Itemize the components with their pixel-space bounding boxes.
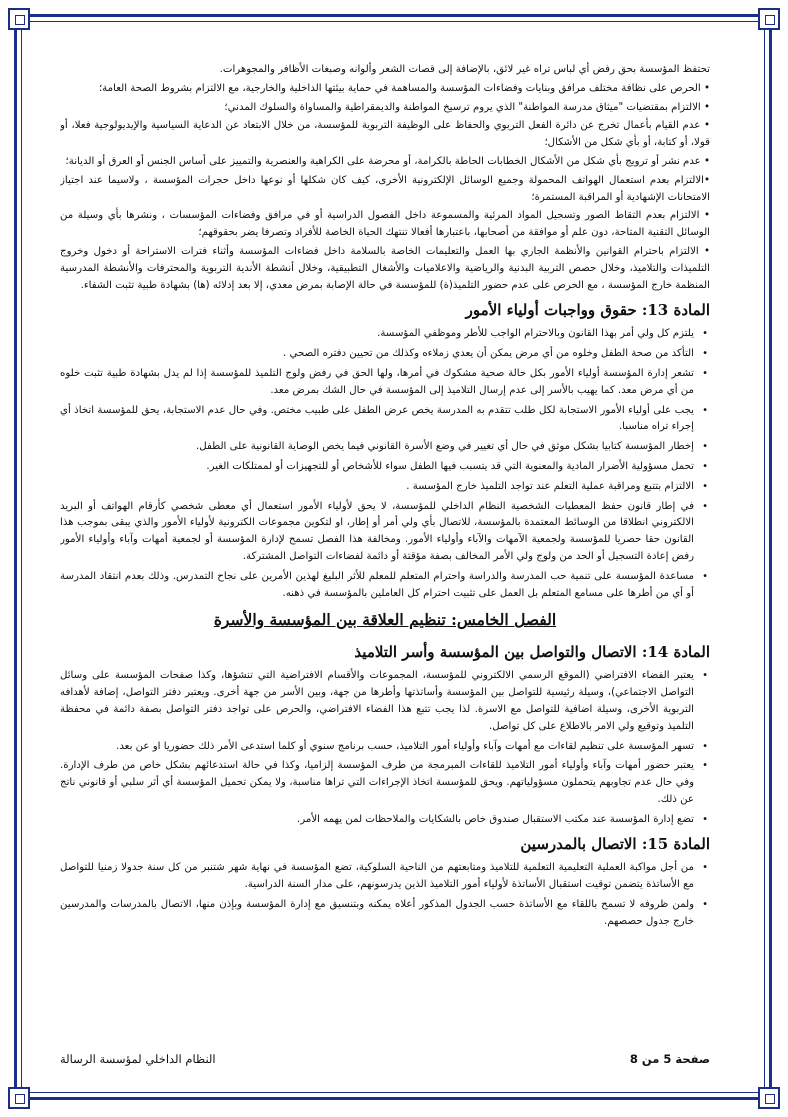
list-item: • يلتزم كل ولي أمر بهذا القانون وبالاحترام الواجب للأطر وموظفي المؤسسة. xyxy=(60,326,698,343)
intro-paragraph: • الالتزام بعدم التقاط الصور وتسجيل المواد المرئية والمسموعة داخل الفصول الدراسية أو في مرافق وفضاءات المؤسسات ، ونشرها بأي وسيلة من الوسائل التقنية المتاحة، دون علم أو موافقة من أصحابها، باعتبارها أفعالا تنتهك الحياة الخاصة للأفراد وتصرفا يضر بحقوقهم؛ xyxy=(60,210,710,239)
list-item: • تحمل مسؤولية الأضرار المادية والمعنوية التي قد يتسبب فيها الطفل سواء للأشخاص أو للتجهيزات أو لممتلكات الغير. xyxy=(60,459,698,476)
list-item: • التأكد من صحة الطفل وخلوه من أي مرض يمكن أن يعدي زملاءه وكذلك من تحيين دفتره الصحي . xyxy=(60,346,698,363)
corner-ornament xyxy=(758,1087,780,1109)
document-name: النظام الداخلي لمؤسسة الرسالة xyxy=(60,1052,216,1066)
list-item: • يجب على أولياء الأمور الاستجابة لكل طلب تتقدم به المدرسة يخص عرض الطفل على طبيب مختص. وفي حال عدم الاستجابة، يحق للمؤسسة اتخاذ أي إجراء تراه مناسبا. xyxy=(60,403,698,437)
intro-paragraph: • الالتزام باحترام القوانين والأنظمة الجاري بها العمل والتعليمات الخاصة بالسلامة داخل فضاءات المؤسسة وأثناء فترات الاستراحة أو دخول وخروج التلميذات والتلاميذ، وخلال حصص التربية البدنية والرياضية والاعلاميات والأشغال التطبيقية، وخلال أنشطة الأندية التربوية والمحترفات والأنشطة المدرسية المنظمة خارج المؤسسة ، مع الحرص على عدم حضور التلميذ(ة) للمؤسسة في حالة الإصابة بمرض معدي، إلا بعد إدلائه (ها) بشهادة طبية تثبت الشفاء. xyxy=(60,245,710,291)
page-footer xyxy=(60,1050,710,1068)
list-item: • تسهر المؤسسة على تنظيم لقاءات مع أمهات وآباء وأولياء أمور التلاميذ، حسب برنامج سنوي أو كلما استدعى الأمر ذلك حضوريا او عن بعد. xyxy=(60,739,698,756)
article-15-list xyxy=(60,860,710,930)
list-item: • إخطار المؤسسة كتابيا بشكل موثق في حال أي تغيير في وضع الأسرة القانوني فيما يخص الوصاية القانونية على الطفل. xyxy=(60,439,698,456)
article-15-heading: المادة 15: الاتصال بالمدرسين xyxy=(520,835,710,854)
page-number: صفحة 5 من 8 xyxy=(629,1052,710,1066)
corner-ornament xyxy=(758,8,780,30)
list-item: • يعتبر الفضاء الافتراضي (الموقع الرسمي الالكتروني للمؤسسة، المجموعات والأقسام الافتراضية التي تنشؤها، وكذا صفحات المؤسسة على وسائل التواصل الاجتماعي)، وسيلة رئيسية للتواصل بين المؤسسة وأساتذتها وأطرها من جهة، وبين الأسر من جهة أخرى. ويعتبر دفتر التواصل، إضافة لأهدافه التربوية الأخرى، وسيلة اضافية للتواصل مع الاسرة. لذا يجب تتبع هذا الفضاء الافتراضي، والحرص على تواجد دفتر التواصل بصفة دائمة في محفظة التلميذ وتوقيع ولي الامر بالاطلاع على كل تواصل. xyxy=(60,668,698,735)
list-item: • الالتزام بتتبع ومراقبة عملية التعلم عند تواجد التلميذ خارج المؤسسة . xyxy=(60,479,698,496)
article-13-list xyxy=(60,326,710,602)
list-item: • في إطار قانون حفظ المعطيات الشخصية النظام الداخلي للمؤسسة، لا يحق لأولياء الأمور استعمال أي معطى شخصي كأرقام الهواتف أو البريد الالكتروني انطلاقا من الوسائط المعتمدة بالمؤسسة، للاتصال بأي ولي أمر أو إطار، او لتكوين مجموعات الكترونية لأولياء الأمور والذي يبقى بموجب هذا القانون حقا حصريا للمؤسسة ولجمعية الآمهات والآباء وأولياء الأمور. ومخالفة هذا الفصل تسمح لإدارة المؤسسة أو لجمعية أمهات وآباء وأولياء الأمور رفض إعادة التسجيل أو الحد من ولوج ولي الأمر المخالف بصفة مؤقتة أو دائمة لفضاءات التواصل المشتركة. xyxy=(60,499,698,566)
list-item: • من أجل مواكبة العملية التعليمية التعلمية للتلاميذ ومتابعتهم من الناحية السلوكية، تضع المؤسسة في نهاية شهر شتنبر من كل سنة جدولا زمنيا للتواصل مع الأساتذة يتضمن توقيت استقبال الأساتذة لأولياء أمور التلاميذ الذين يدرسونهم، على مدار السنة الدراسية. xyxy=(60,860,698,894)
list-item: • مساعدة المؤسسة على تنمية حب المدرسة والدراسة واحترام المتعلم للمعلم للأثر البليغ لهذين الأمرين على نجاح التمدرس. وذلك بعدم انتقاد المدرسة أو أي من أطرها على مسامع المتعلم بل العمل على تثبيت احترام كل العاملين بالمؤسسة في ذهنه. xyxy=(60,569,698,603)
chapter-5-heading: الفصل الخامس: تنظيم العلاقة بين المؤسسة والأسرة xyxy=(213,610,557,630)
intro-paragraph: •الالتزام بعدم استعمال الهواتف المحمولة وجميع الوسائل الإلكترونية الأخرى، كيف كان شكلها أو نوعها داخل حجرات المؤسسة ، ولاسيما عند اجتياز الامتحانات الإشهادية أو المراقبة المستمرة؛ xyxy=(60,174,710,203)
list-item: • تضع إدارة المؤسسة عند مكتب الاستقبال صندوق خاص بالشكايات والملاحظات لمن يهمه الأمر. xyxy=(60,812,698,829)
list-item: • ولمن ظروفه لا تسمح باللقاء مع الأساتذة حسب الجدول المذكور أعلاه يمكنه وبتنسيق مع إدارة المؤسسة وبإذن منها، الاتصال بالمدرسات والمدرسين خارج جدول حصصهم. xyxy=(60,897,698,931)
intro-paragraph: • عدم القيام بأعمال تخرج عن دائرة الفعل التربوي والحفاظ على الوظيفة التربوية للمؤسسة، من خلال الابتعاد عن الدعاية السياسية والإيديولوجية فعلا، أو قولا، أو كتابة، أو بأي شكل من الأشكال؛ xyxy=(60,120,710,149)
intro-paragraph: تحتفظ المؤسسة بحق رفض أي لباس تراه غير لائق، بالإضافة إلى قصات الشعر وألوانه وصبغات الأظافر والمجوهرات. xyxy=(219,64,710,75)
corner-ornament xyxy=(8,1087,30,1109)
article-13-heading: المادة 13: حقوق وواجبات أولياء الأمور xyxy=(465,301,710,320)
document-body xyxy=(60,62,710,1042)
article-14-heading: المادة 14: الاتصال والتواصل بين المؤسسة وأسر التلاميذ xyxy=(354,643,710,662)
list-item: • تشعر إدارة المؤسسة أولياء الأمور بكل حالة صحية مشكوك في أمرها، ولها الحق في رفض ولوج التلميذ للمؤسسة إذا لم يدل بشهادة طبية تثبت خلوه من أي مرض معد. كما يهيب بالأسر إلى عدم إرسال التلاميذ إلى المؤسسة في حال الشك بمرض معد. xyxy=(60,366,698,400)
intro-paragraph: • الالتزام بمقتضيات "ميثاق مدرسة المواطنة" الذي يروم ترسيخ المواطنة والديمقراطية والمساواة والسلوك المدني؛ xyxy=(224,101,710,113)
intro-paragraph: • الحرص على نظافة مختلف مرافق وبنايات وفضاءات المؤسسة والمساهمة في حماية بيئتها الداخلية والخارجية، مع الالتزام بشروط الصحة العامة؛ xyxy=(98,82,710,94)
corner-ornament xyxy=(8,8,30,30)
list-item: • يعتبر حضور أمهات وآباء وأولياء أمور التلاميذ للقاءات المبرمجة من طرف المؤسسة إلزاميا، وكذا في حالة استدعائهم بشكل خاص من طرف الإدارة. وفي حال عدم تجاوبهم يتحملون مسؤولياتهم. ويحق للمؤسسة اتخاذ الإجراءات التي تراها مناسبة، ولا يمكن تحميل المؤسسة أي أثر سلبي أو قانوني ناتج عن ذلك. xyxy=(60,758,698,808)
article-14-list xyxy=(60,668,710,828)
intro-paragraph: • عدم نشر أو ترويج بأي شكل من الأشكال الخطابات الحاطة بالكرامة، أو محرضة على الكراهية والعنصرية والتمييز على أساس الجنس أو العرق أو الديانة؛ xyxy=(65,155,710,167)
